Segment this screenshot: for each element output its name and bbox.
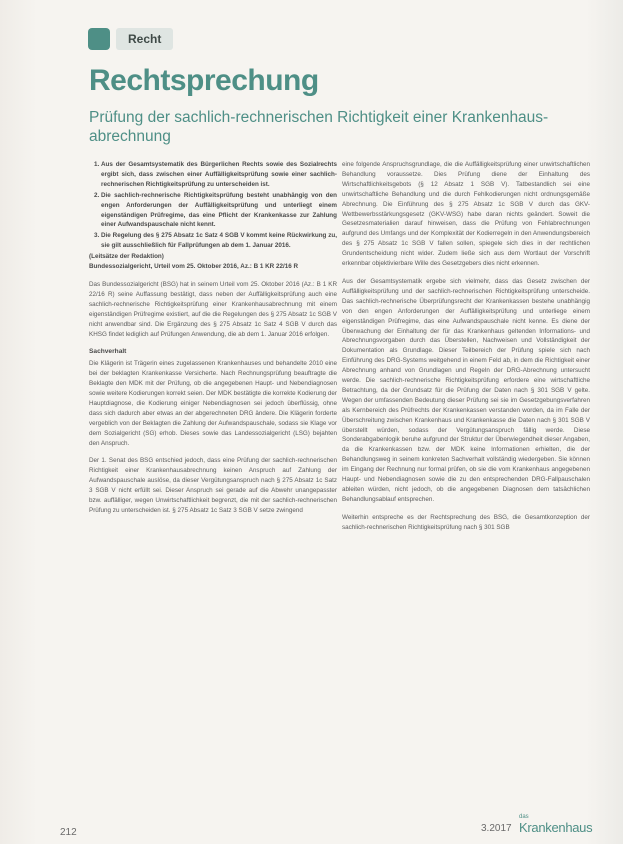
key-point-1: 1. Aus der Gesamtsystematik des Bürgerlichen Rechts sowie des Sozialrechts ergibt sich, dass zwischen einer Auffälligkeitsprüfung sowie einer sachlich-rechnerischen Richtigkeitsprüfung zu unterscheiden ist. <box>101 160 337 190</box>
section-label: Recht <box>116 28 173 50</box>
section-color-marker <box>88 28 110 50</box>
key-point-2: 2. Die sachlich-rechnerische Richtigkeitsprüfung besteht unabhängig von den engen Anforderungen der Auffälligkeitsprüfung und unterliegt einem eigenständigen Prüfregime, das eine Pflicht der Krankenkasse zur Zahlung einer Aufwandspauschale nicht kennt. <box>101 191 337 231</box>
right-paragraph-1: eine folgende Anspruchsgrundlage, die die Auffälligkeitsprüfung einer unwirtschaftlichen Behandlung voraussetze. Dies Prüfung diene der Einhaltung des Wirtschaftlichkeitsgebots (§ 12 Absatz 1 SGB V). Tatbestandlich sei eine unwirtschaftliche Behandlung und die durch Fehlkodierungen nicht ordnungsgemäße Abrechnung. Die Einführung des § 275 Absatz 1c SGB V durch das GKV-Wettbewerbsstärkungsgesetz (GKV-WSG) habe daran nichts geändert. Soweit die Gesetzesmaterialien darauf hinweisen, dass die Prüfung von Fehlabrechnungen aufgrund des Umfangs und der Komplexität der Kodierregeln in den Anwendungsbereich des § 275 Absatz 1c SGB V fallen sollen, spiegele sich dies in der rechtlichen Grundentscheidung nicht wider. Zudem ließe sich aus dem Wortlaut der Vorschrift erkennbar objektivierbare Wille des Gesetzgebers dies nicht erkennen. <box>342 161 590 268</box>
facts-heading: Sachverhalt <box>89 348 127 356</box>
magazine-logo-name: Krankenhaus <box>519 820 593 835</box>
page-number: 212 <box>60 827 77 838</box>
issue-number: 3.2017 <box>481 823 512 834</box>
right-column <box>342 160 590 840</box>
right-paragraph-3: Weiterhin entspreche es der Rechtsprechung des BSG, die Gesamtkonzeption der sachlich-rechnerischen Richtigkeitsprüfung nach § 301 SGB <box>342 513 590 531</box>
magazine-logo-article: das <box>519 814 529 820</box>
facts-paragraph-2: Der 1. Senat des BSG entschied jedoch, dass eine Prüfung der sachlich-rechnerischen Richtigkeit einer Krankenhausabrechnung keinen Anspruch auf Zahlung der Aufwandspauschale auslöse, da dieser Vergütungsanspruch nach § 275 Absatz 1c Satz 3 SGB V nicht erfüllt sei. Dieser Anspruch sei gerade auf die Abwehr unangepasster bzw. auffälliger, wegen Unwirtschaftlichkeit begrenzt, die mit der sachlich-rechnerischen Prüfung zu unterscheiden ist. § 275 Absatz 1c Satz 3 SGB V setze zwingend <box>89 457 337 514</box>
editor-note: (Leitsätze der Redaktion) <box>89 253 164 261</box>
facts-paragraph-1: Die Klägerin ist Trägerin eines zugelassenen Krankenhauses und behandelte 2010 eine bei der beklagten Krankenkasse Versicherte. Nach Rechnungsprüfung beauftragte die Beklagte den MDK mit der Prüfung, ob die angegebenen Haupt- und Nebendiagnosen sowie weitere Kodierungen korrekt seien. Der MDK bestätigte die korrekte Kodierung der Hauptdiagnose, die Kodierung einiger Nebendiagnosen sei jedoch überflüssig, ohne dass sich dadurch aber etwas an der abgerechneten DRG ändere. Die Klägerin forderte vergeblich von der Beklagten die Zahlung der Aufwandspauschale, sodass sie Klage vor dem Sozialgericht (SG) erhob. Dieses sowie das Landessozialgericht (LSG) bejahten den Anspruch. <box>89 360 337 447</box>
section-header <box>88 28 173 50</box>
magazine-logo <box>519 814 599 836</box>
key-points-list <box>89 160 337 251</box>
article-subtitle: Prüfung der sachlich-rechnerischen Richtigkeit einer Krankenhaus-abrechnung <box>89 109 549 145</box>
intro-paragraph: Das Bundessozialgericht (BSG) hat in seinem Urteil vom 25. Oktober 2016 (Az.: B 1 KR 22/16 R) seine Auffassung bestätigt, dass neben der Auffälligkeitsprüfung auch eine sachlich-rechnerische Richtigkeitsprüfung einer Krankenhausabrechnung mit einem eigenständigen Prüfregime existiert, auf die die Regelungen des § 275 Absatz 1c SGB V nicht anwendbar sind. Die Ergänzung des § 275 Absatz 1c Satz 4 SGB V durch das KHSG findet lediglich auf Prüfungen Anwendung, die ab dem 1. Januar 2016 erfolgen. <box>89 280 337 338</box>
key-point-3: 3. Die Regelung des § 275 Absatz 1c Satz 4 SGB V kommt keine Rückwirkung zu, sie gilt ausschließlich für Fallprüfungen ab dem 1. Januar 2016. <box>101 231 337 251</box>
left-column <box>89 160 337 822</box>
right-paragraph-2: Aus der Gesamtsystematik ergebe sich vielmehr, dass das Gesetz zwischen der Auffälligkeitsprüfung und der sachlich-rechnerischen Richtigkeitsprüfung unterscheide. Das sachlich-rechnerische Überprüfungsrecht der Krankenkassen bestehe unabhängig von den engen Anforderungen der Auffälligkeitsprüfung und unterliege einem eigenständigen Prüfregime, das eine Aufwandspauschale nicht kenne. Es diene der Überwachung der Einhaltung der für das Krankenhaus geltenden Informations- und Abrechnungsvorgaben durch das Überstellen, Nachweisen und Vollständigkeit der Dokumentation als Grundlage. Dieser Teilbereich der Prüfung spiele sich nach Einführung des DRG-Systems weitgehend in einem Feld ab, in dem die Richtigkeit einer Abrechnung anhand von Grundlagen und Regeln der DRG-Abrechnung untersucht werde. Die sachlich-rechnerische Richtigkeitsprüfung erfordere eine wirtschaftliche Betrachtung, da der Grundsatz für die Prüfung der Daten nach § 301 SGB V gelte. Wegen der umfassenden Bedeutung dieser Prüfung sei sie im Gesetzgebungsverfahren als Kernbereich des Prüfrechts der Krankenkassen verstanden worden, da im Falle der Überschreitung zwischen Krankenhaus und Krankenkasse die Daten nach § 301 SGB V überstellt würden, sodass der Vergütungsanspruch fällig werde. Diese Sonderabgabenlogik beruhe aufgrund der Struktur der Überwiegendheit dieser Angaben, da die Krankenkassen bzw. der MDK keine Informationen erhielten, die der Behandlungsweg in seinem konkreten Sachverhalt vollständig wiedergeben. Sie können im Eingang der Rechnung nur formal prüfen, ob sie die vom Krankenhaus angegebenen Haupt- und Nebendiagnosen sowie die zu den entsprechenden DRG-Fallpauschalen ableiten würden, nicht jedoch, ob die angegebenen Diagnosen dem tatsächlichen Behandlungsablauf entsprechen. <box>342 277 590 503</box>
court-citation: Bundessozialgericht, Urteil vom 25. Oktober 2016, Az.: B 1 KR 22/16 R <box>89 263 299 271</box>
article-title: Rechtsprechung <box>89 64 319 97</box>
